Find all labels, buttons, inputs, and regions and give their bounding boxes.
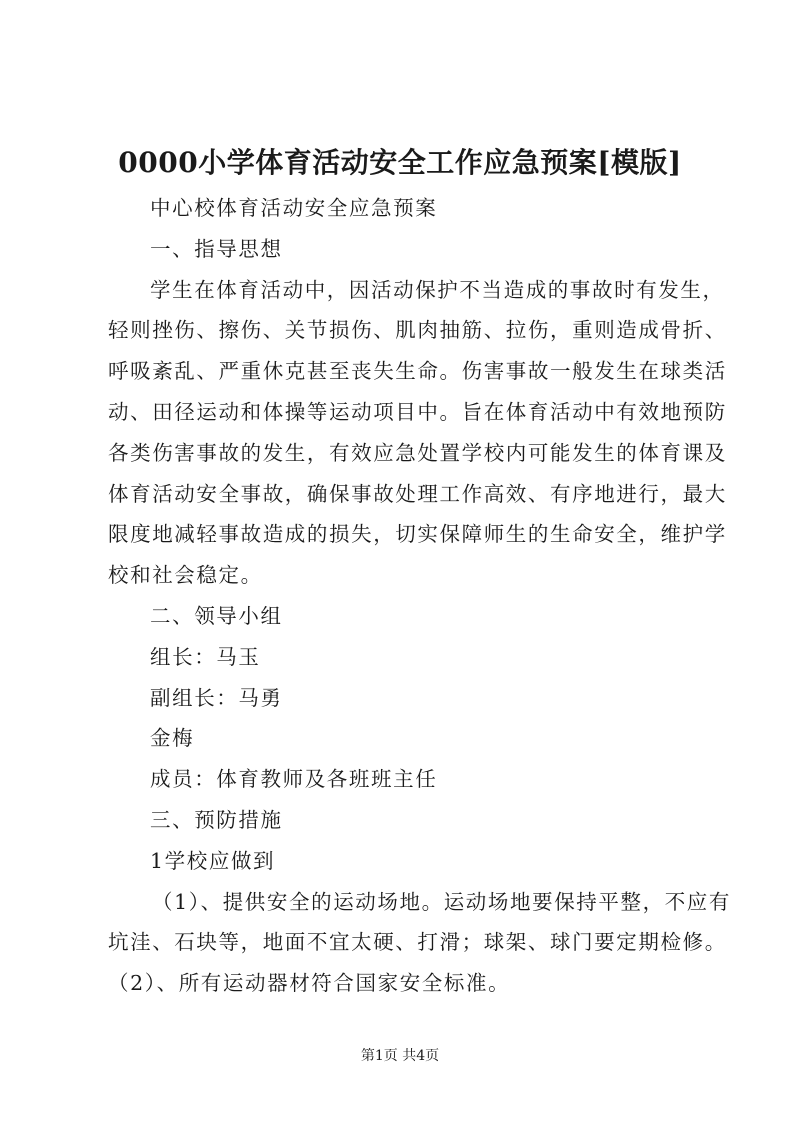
- paragraph-line: 呼吸紊乱、严重休克甚至丧失生命。伤害事故一般发生在球类活: [108, 359, 727, 384]
- section-heading-guiding-thought: 一、指导思想: [150, 236, 283, 261]
- section-heading-leadership-group: 二、领导小组: [150, 603, 283, 628]
- document-title: 0000小学体育活动安全工作应急预案[模版]: [118, 146, 682, 179]
- deputy-leader-second-line: 金梅: [150, 726, 195, 751]
- page-footer: 第1页 共4页: [360, 1048, 440, 1064]
- paragraph-line: 限度地减轻事故造成的损失，切实保障师生的生命安全，维护学: [108, 522, 727, 547]
- deputy-leader-line: 副组长：马勇: [150, 685, 283, 710]
- paragraph-line: 动、田径运动和体操等运动项目中。旨在体育活动中有效地预防: [108, 399, 727, 424]
- paragraph-line: 各类伤害事故的发生，有效应急处置学校内可能发生的体育课及: [108, 440, 727, 465]
- paragraph-line: 校和社会稳定。: [108, 563, 263, 588]
- paragraph-line: 轻则挫伤、擦伤、关节损伤、肌肉抽筋、拉伤，重则造成骨折、: [108, 318, 727, 343]
- group-leader-line: 组长：马玉: [150, 644, 261, 669]
- paragraph-line: （1）、提供安全的运动场地。运动场地要保持平整，不应有: [152, 889, 731, 914]
- paragraph-line: 学生在体育活动中，因活动保护不当造成的事故时有发生，: [150, 277, 725, 302]
- paragraph-line: 体育活动安全事故，确保事故处理工作高效、有序地进行，最大: [108, 481, 727, 506]
- subsection-heading-school: 1学校应做到: [150, 848, 276, 873]
- paragraph-line: 坑洼、石块等，地面不宜太硬、打滑；球架、球门要定期检修。: [108, 930, 727, 955]
- section-heading-prevention: 三、预防措施: [150, 807, 283, 832]
- subtitle-line: 中心校体育活动安全应急预案: [150, 196, 438, 220]
- document-body: [108, 188, 731, 1004]
- members-line: 成员：体育教师及各班班主任: [150, 767, 438, 792]
- paragraph-line: （2）、所有运动器材符合国家安全标准。: [108, 971, 511, 996]
